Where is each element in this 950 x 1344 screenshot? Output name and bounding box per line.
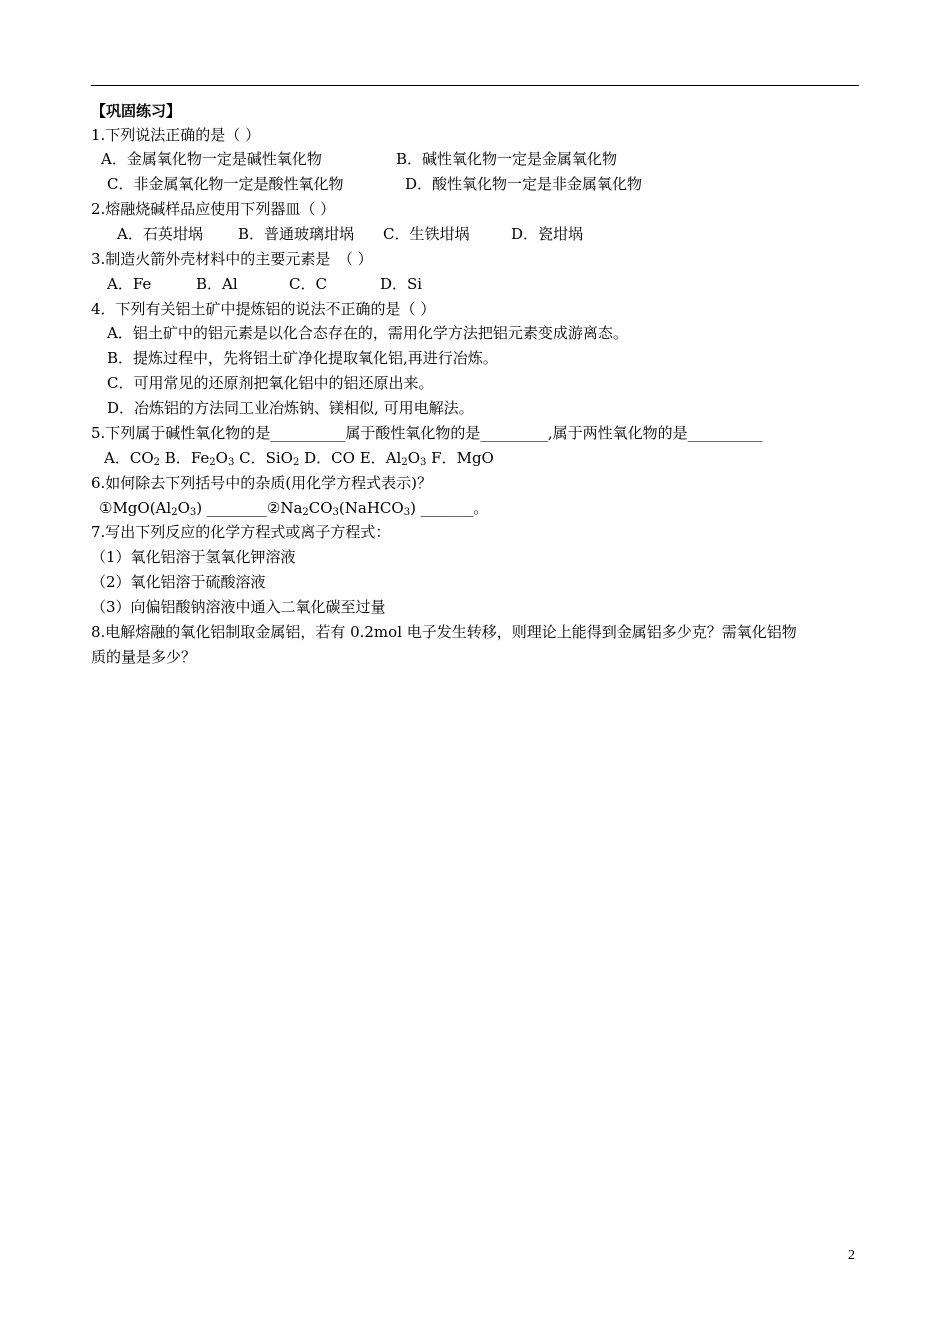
- q8-line-1: 8.电解熔融的氧化铝制取金属铝，若有 0.2mol 电子发生转移，则理论上能得到金属铝多少克？需氧化铝物: [91, 623, 797, 641]
- q7-item-3: （3）向偏铝酸钠溶液中通入二氧化碳至过量: [91, 598, 386, 616]
- section-title: 【巩固练习】: [91, 102, 182, 120]
- q5-option-c: C．SiO$_2$: [239, 449, 300, 468]
- q3-option-a: A．Fe: [107, 275, 152, 293]
- q2-option-d: D．瓷坩埚: [511, 225, 584, 243]
- header-rule: [91, 85, 859, 86]
- q3-option-c: C．C: [289, 275, 327, 293]
- q4-stem: 4．下列有关铝土矿中提炼铝的说法不正确的是（ ）: [91, 300, 436, 318]
- q2-option-c: C．生铁坩埚: [383, 225, 470, 243]
- q4-option-a: A．铝土矿中的铝元素是以化合态存在的，需用化学方法把铝元素变成游离态。: [107, 324, 628, 342]
- q2-option-b: B．普通玻璃坩埚: [238, 225, 355, 243]
- q6-part-2: $②Na_2CO_3(NaHCO_3)$ _______。: [266, 499, 489, 518]
- q1-stem: 1.下列说法正确的是（ ）: [91, 126, 261, 144]
- q6-part-1: $①MgO(Al_2O_3)$ ________: [99, 499, 267, 518]
- q1-option-c: C．非金属氧化物一定是酸性氧化物: [107, 175, 344, 193]
- q6-parts: [99, 498, 488, 518]
- q1-option-d: D．酸性氧化物一定是非金属氧化物: [405, 175, 643, 193]
- q2-option-a: A．石英坩埚: [117, 225, 203, 243]
- q2-stem: 2.熔融烧碱样品应使用下列器皿（ ）: [91, 200, 336, 218]
- page-number: 2: [848, 1248, 855, 1263]
- q1-option-a: A．金属氧化物一定是碱性氧化物: [101, 150, 322, 168]
- q5-option-e: E．$Al_2O_3$: [359, 449, 427, 468]
- q5-stem: 5.下列属于碱性氧化物的是__________属于酸性氧化物的是_________,属于两性氧化物的是__________: [91, 424, 763, 442]
- q4-option-d: D．冶炼铝的方法同工业冶炼钠、镁相似, 可用电解法。: [107, 399, 474, 417]
- q5-option-f: F．MgO: [431, 449, 494, 467]
- q1-option-b: B．碱性氧化物一定是金属氧化物: [396, 150, 618, 168]
- q6-stem: 6.如何除去下列括号中的杂质(用化学方程式表示)？: [91, 474, 433, 492]
- q7-item-1: （1）氧化铝溶于氢氧化钾溶液: [91, 548, 296, 566]
- q5-option-d: D．CO: [304, 449, 355, 467]
- q5-option-a: A．$CO_2$: [104, 449, 160, 468]
- q4-option-c: C．可用常见的还原剂把氧化铝中的铝还原出来。: [107, 374, 434, 392]
- q3-stem: 3.制造火箭外壳材料中的主要元素是 （ ）: [91, 250, 373, 268]
- q7-item-2: （2）氧化铝溶于硫酸溶液: [91, 573, 266, 591]
- q3-option-d: D．Si: [380, 275, 423, 293]
- q4-option-b: B．提炼过程中，先将铝土矿净化提取氧化铝,再进行冶炼。: [107, 349, 498, 367]
- q7-stem: 7.写出下列反应的化学方程式或离子方程式：: [91, 523, 391, 541]
- q3-option-b: B．Al: [196, 275, 238, 293]
- q8-line-2: 质的量是多少？: [91, 648, 197, 666]
- q5-options: [104, 448, 494, 468]
- q5-option-b: B．$Fe_2O_3$: [164, 449, 235, 468]
